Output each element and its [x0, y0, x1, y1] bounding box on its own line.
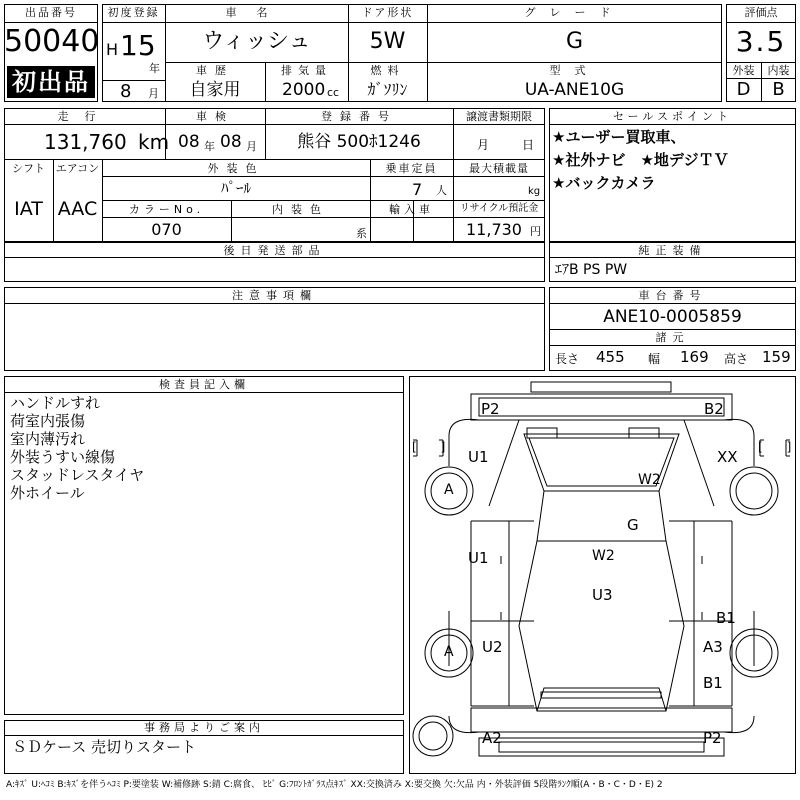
int-color-unit: 系	[356, 227, 367, 240]
mark-b2-top: B2	[704, 400, 724, 418]
inspection-label: 車検	[196, 110, 234, 123]
sales-points-label: セールスポイント	[612, 110, 732, 123]
mark-p2-bottom: P2	[703, 729, 722, 747]
length-label: 長さ	[555, 352, 580, 366]
mileage: 131,760	[44, 130, 127, 154]
legend: A:ｷｽﾞ U:ﾍｺﾐ B:ｷｽﾞを伴うﾍｺﾐ P:要塗装 W:補修跡 S:錆 C:腐食、 ﾋﾋﾞ G:ﾌﾛﾝﾄｶﾞﾗｽ点ｷｽﾞ XX:交換済み X:要交換 欠:欠品 内・外装評価 5段階ﾗﾝｸ順(A・B・C・D・E) 2	[6, 780, 663, 790]
details-table	[4, 108, 545, 242]
capacity-unit: 人	[436, 184, 447, 197]
model-label: 型式	[549, 64, 600, 77]
mileage-label: 走行	[57, 110, 112, 123]
mark-u1-front-left: U1	[468, 448, 489, 466]
mark-xx-front-right: XX	[717, 448, 738, 466]
month-unit: 月	[148, 87, 159, 100]
ext-color-label: 外装色	[207, 162, 265, 175]
bracket-right: [ ]	[758, 440, 792, 454]
genuine-equipment: ｴｱB PS PW	[555, 262, 628, 278]
lot-number: 50040	[4, 24, 100, 59]
mark-p2-top: P2	[481, 400, 500, 418]
mark-u1-left-door: U1	[468, 549, 489, 567]
recycle-label: リサイクル預託金	[459, 203, 539, 214]
color-no-label: カラーNo.	[128, 203, 205, 216]
history-label: 車歴	[196, 64, 234, 77]
recycle-unit: 円	[530, 225, 541, 238]
int-color-label: 内装色	[272, 203, 329, 216]
ext-color: ﾊﾟｰﾙ	[220, 179, 251, 197]
mark-w2-roof: W2	[638, 472, 661, 488]
exterior-grade: D	[736, 79, 751, 100]
length: 455	[596, 348, 625, 366]
car-name-label: 車名	[225, 6, 288, 19]
car-diagram	[409, 376, 796, 774]
year-unit: 年	[149, 62, 160, 75]
displacement-label: 排気量	[281, 64, 332, 77]
registration-number: 熊谷 500ﾎ1246	[297, 132, 421, 152]
registration-label: 登録番号	[321, 110, 397, 123]
displacement-unit: cc	[327, 86, 340, 99]
bracket-left: [ ]	[412, 440, 446, 454]
genuine-equipment-label: 純正装備	[638, 244, 707, 257]
later-parts-label: 後日発送部品	[223, 244, 326, 257]
score: 3.5	[735, 25, 787, 58]
mark-w2-center: W2	[592, 548, 615, 564]
inspector-label: 検査員記入欄	[159, 378, 249, 391]
width-label: 幅	[648, 352, 661, 366]
registration-month: 8	[120, 81, 132, 102]
mark-b1-right: B1	[716, 609, 736, 627]
mark-u2-rear-left: U2	[482, 638, 503, 656]
grade: G	[565, 29, 584, 54]
transfer-month-unit: 月	[477, 138, 490, 152]
door-type: 5W	[369, 29, 406, 54]
registration-year: 15	[120, 29, 156, 62]
car-name: ウィッシュ	[202, 29, 311, 54]
model: UA-ANE10G	[524, 80, 625, 100]
mark-b1-rear-right: B1	[703, 674, 723, 692]
shift: IAT	[14, 198, 43, 220]
capacity: 7	[412, 180, 423, 199]
first-listing-text: 初出品	[12, 68, 90, 96]
notes-label: 注意事項欄	[232, 289, 317, 302]
aircon: AAC	[57, 198, 98, 220]
inspection-month-unit: 月	[246, 140, 257, 153]
lot-number-label: 出品番号	[25, 6, 77, 19]
inspector-line-5: スタッドレスタイヤ	[10, 466, 145, 484]
era-prefix: H	[106, 40, 119, 59]
inspector-line-4: 外装うすい線傷	[10, 448, 116, 466]
mileage-unit: km	[138, 130, 170, 154]
sales-point-line-2: ★社外ナビ ★地デジＴＶ	[552, 151, 729, 169]
max-load-label: 最大積載量	[469, 162, 529, 175]
inspection-month: 08	[220, 132, 242, 152]
sales-point-line-1: ★ユーザー買取車、	[552, 128, 686, 146]
office-label: 事務局よりご案内	[144, 721, 264, 734]
shift-label: シフト	[12, 162, 45, 175]
fuel: ｶﾞｿﾘﾝ	[367, 80, 408, 99]
max-load-unit: kg	[528, 186, 541, 197]
grade-label: グレード	[524, 6, 625, 19]
inspector-line-6: 外ホイール	[10, 484, 85, 502]
height: 159	[762, 348, 791, 366]
displacement: 2000	[282, 80, 326, 100]
import-label: 輸入車	[389, 203, 434, 216]
sales-point-line-3: ★バックカメラ	[552, 174, 656, 192]
mark-a3-rear-right: A3	[703, 638, 723, 656]
mark-a-front-wheel: A	[444, 482, 454, 498]
chassis-label: 車台番号	[638, 289, 707, 302]
mark-g-glass: G	[627, 516, 639, 534]
inspector-line-2: 荷室内張傷	[10, 412, 86, 430]
door-label: ドア形状	[361, 6, 414, 19]
recycle-fee: 11,730	[466, 220, 522, 239]
width: 169	[680, 348, 709, 366]
inspector-line-1: ハンドルすれ	[10, 394, 101, 412]
dims-label: 諸元	[655, 331, 690, 344]
history: 自家用	[189, 80, 241, 100]
aircon-label: エアコン	[55, 162, 100, 175]
first-registration-label: 初度登録	[107, 6, 160, 19]
fuel-label: 燃料	[370, 64, 405, 77]
interior-grade: B	[772, 79, 785, 100]
capacity-label: 乗車定員	[385, 162, 438, 175]
office-message: ＳＤケース 売切りスタート	[12, 738, 197, 756]
mark-a2-bottom: A2	[482, 729, 502, 747]
height-label: 高さ	[724, 352, 749, 366]
inspector-line-3: 室内薄汚れ	[10, 430, 86, 448]
exterior-label: 外装	[732, 64, 755, 77]
color-no: 070	[151, 220, 182, 239]
mark-a-rear-wheel: A	[444, 644, 454, 660]
transfer-day-unit: 日	[522, 138, 535, 152]
interior-label: 内装	[767, 64, 790, 77]
transfer-label: 譲渡書類期限	[466, 110, 532, 123]
chassis-number: ANE10-0005859	[603, 307, 742, 327]
score-label: 評価点	[744, 6, 778, 19]
inspection-year: 08	[178, 132, 200, 152]
mark-u3-center: U3	[592, 586, 613, 604]
inspection-year-unit: 年	[204, 140, 215, 153]
